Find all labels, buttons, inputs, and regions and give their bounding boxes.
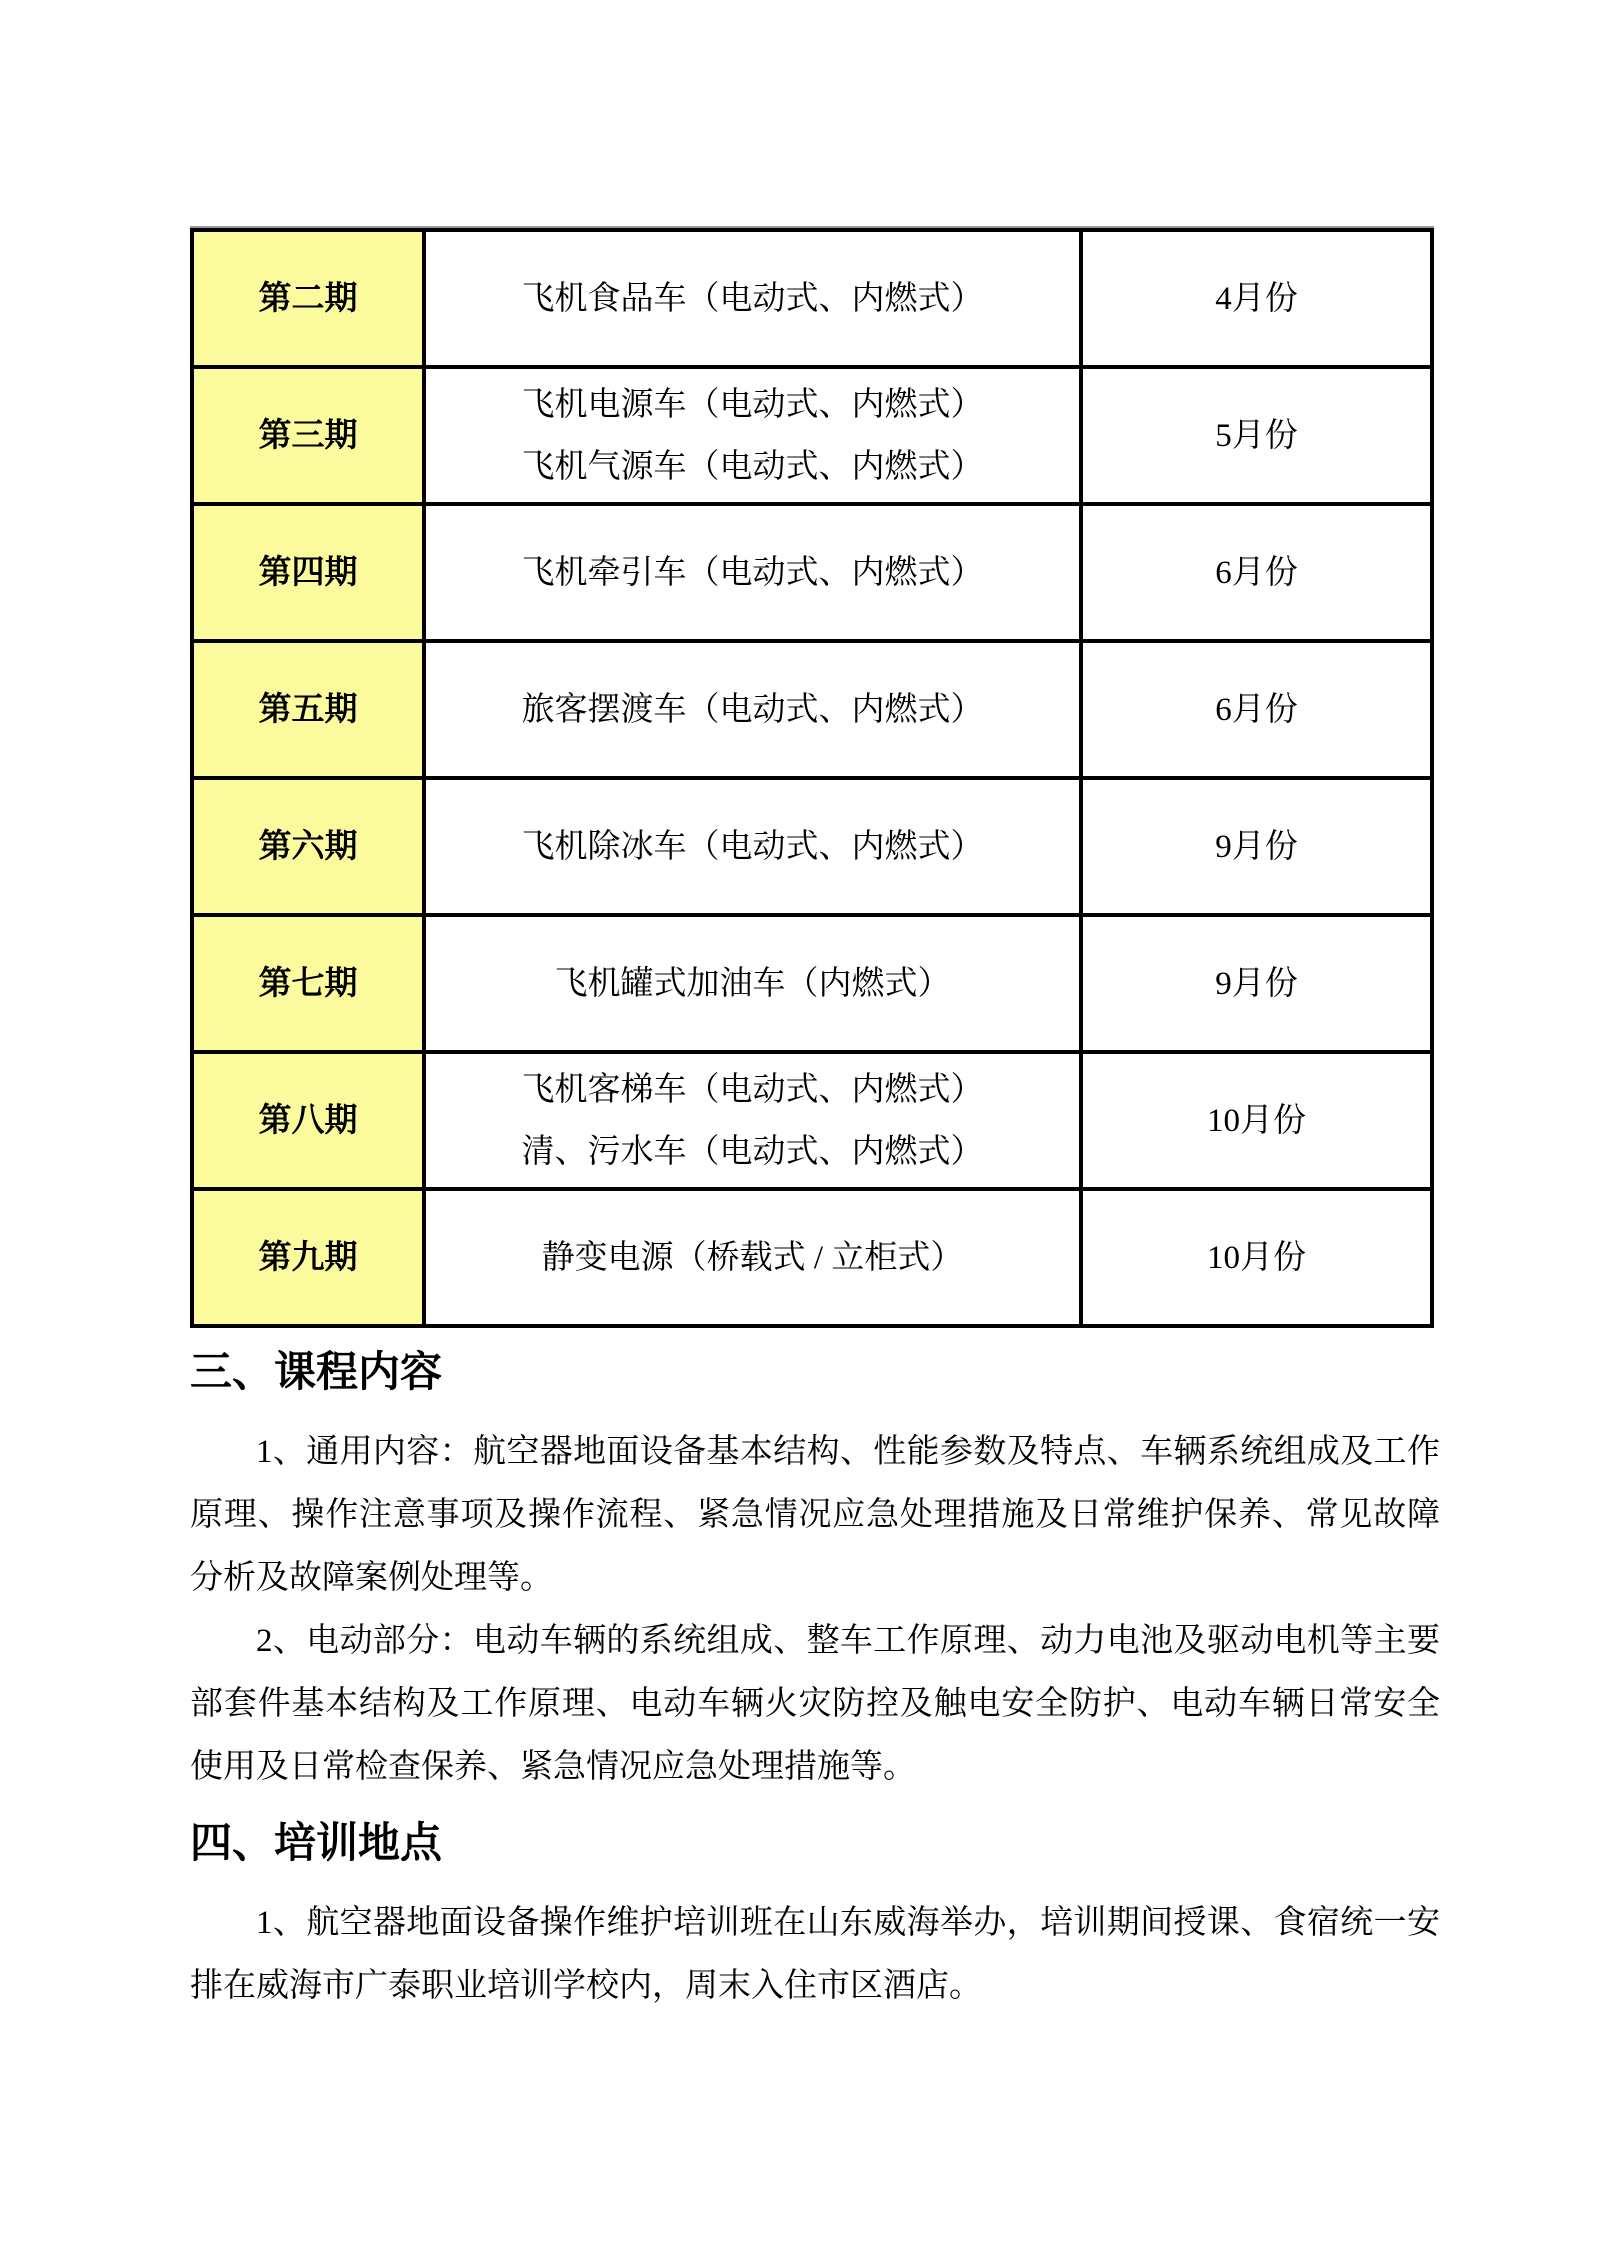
section-heading: 四、培训地点 bbox=[190, 1819, 443, 1866]
paragraph-general-content: 1、通用内容：航空器地面设备基本结构、性能参数及特点、车辆系统组成及工作原理、操作注意事项及操作流程、紧急情况应急处理措施及日常维护保养、常见故障分析及故障案例处理等。 bbox=[190, 1434, 1440, 1596]
period-cell: 第八期 bbox=[192, 1052, 424, 1189]
month-cell: 10月份 bbox=[1081, 1052, 1432, 1189]
month-cell: 6月份 bbox=[1081, 504, 1432, 641]
paragraph-location: 1、航空器地面设备操作维护培训班在山东威海举办，培训期间授课、食宿统一安排在威海市广泰职业培训学校内，周末入住市区酒店。 bbox=[190, 1905, 1440, 2004]
equipment-line: 飞机牵引车（电动式、内燃式） bbox=[521, 554, 984, 591]
equipment-cell bbox=[424, 778, 1081, 915]
equipment-cell bbox=[424, 230, 1081, 367]
month-cell: 9月份 bbox=[1081, 778, 1432, 915]
period-cell: 第四期 bbox=[192, 504, 424, 641]
equipment-cell bbox=[424, 367, 1081, 504]
document-page bbox=[190, 228, 1440, 2018]
schedule-table-body bbox=[192, 230, 1432, 1326]
equipment-line: 飞机罐式加油车（内燃式） bbox=[554, 965, 951, 1002]
equipment-line: 清、污水车（电动式、内燃式） bbox=[521, 1133, 984, 1170]
period-cell: 第五期 bbox=[192, 641, 424, 778]
equipment-cell bbox=[424, 1052, 1081, 1189]
month-cell: 5月份 bbox=[1081, 367, 1432, 504]
equipment-line: 旅客摆渡车（电动式、内燃式） bbox=[521, 691, 984, 728]
table-row bbox=[192, 1189, 1432, 1326]
section-heading: 三、课程内容 bbox=[190, 1348, 443, 1395]
equipment-line: 静变电源（桥载式 / 立柜式） bbox=[541, 1239, 964, 1276]
month-cell: 6月份 bbox=[1081, 641, 1432, 778]
period-cell: 第七期 bbox=[192, 915, 424, 1052]
period-cell: 第二期 bbox=[192, 230, 424, 367]
paragraph-electric-part: 2、电动部分：电动车辆的系统组成、整车工作原理、动力电池及驱动电机等主要部套件基本结构及工作原理、电动车辆火灾防控及触电安全防护、电动车辆日常安全使用及日常检查保养、紧急情况应急处理措施等。 bbox=[190, 1623, 1440, 1785]
month-cell: 10月份 bbox=[1081, 1189, 1432, 1326]
equipment-cell bbox=[424, 504, 1081, 641]
period-cell: 第九期 bbox=[192, 1189, 424, 1326]
equipment-line: 飞机电源车（电动式、内燃式） bbox=[521, 386, 984, 423]
table-row bbox=[192, 230, 1432, 367]
table-row bbox=[192, 641, 1432, 778]
equipment-line: 飞机食品车（电动式、内燃式） bbox=[521, 280, 984, 317]
equipment-line: 飞机除冰车（电动式、内燃式） bbox=[521, 828, 984, 865]
table-row bbox=[192, 915, 1432, 1052]
equipment-cell bbox=[424, 1189, 1081, 1326]
equipment-cell bbox=[424, 915, 1081, 1052]
period-cell: 第三期 bbox=[192, 367, 424, 504]
period-cell: 第六期 bbox=[192, 778, 424, 915]
table-row bbox=[192, 504, 1432, 641]
section-training-location bbox=[190, 1811, 1440, 2018]
month-cell: 9月份 bbox=[1081, 915, 1432, 1052]
table-row bbox=[192, 1052, 1432, 1189]
equipment-line: 飞机气源车（电动式、内燃式） bbox=[521, 448, 984, 485]
training-schedule-table bbox=[190, 228, 1434, 1328]
equipment-cell bbox=[424, 641, 1081, 778]
month-cell: 4月份 bbox=[1081, 230, 1432, 367]
table-row bbox=[192, 778, 1432, 915]
section-course-content bbox=[190, 1340, 1440, 1799]
table-row bbox=[192, 367, 1432, 504]
equipment-line: 飞机客梯车（电动式、内燃式） bbox=[521, 1071, 984, 1108]
